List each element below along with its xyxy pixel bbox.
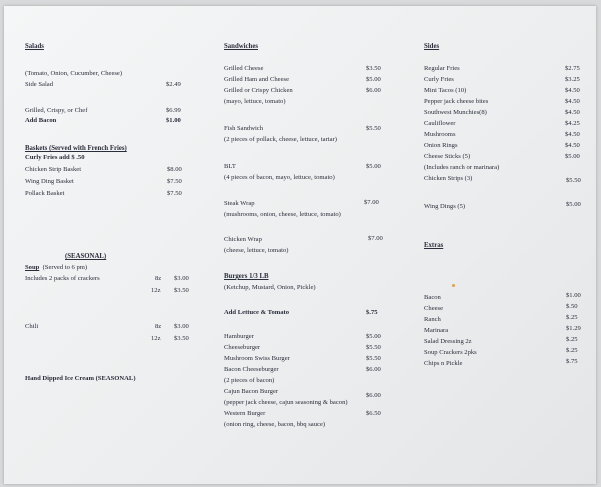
- extra-item: Salad Dressing 2z: [424, 338, 472, 345]
- sandwiches-heading: Sandwiches: [224, 43, 258, 50]
- cajun-note: (pepper jack cheese, cajun seasoning & bacon): [224, 399, 348, 406]
- western-note: (onion ring, cheese, bacon, bbq sauce): [224, 421, 326, 428]
- sandwich-item: Grilled or Crispy Chicken: [224, 87, 293, 94]
- side-item: Cauliflower: [424, 120, 456, 127]
- baskets-note: Curly Fries add $ .50: [25, 154, 85, 161]
- cajun-price: $6.00: [366, 392, 381, 399]
- western-burger: Western Burger: [224, 410, 266, 417]
- soup-label: Soup: [25, 264, 40, 271]
- side-price: $4.25: [565, 120, 580, 127]
- burger-item: Cheeseburger: [224, 344, 261, 351]
- soup-line: [25, 264, 87, 272]
- steak-wrap-price: $7.00: [364, 199, 379, 206]
- extra-item: Chips n Pickle: [424, 360, 463, 367]
- baskets-heading: Baskets (Served with French Fries): [25, 145, 127, 152]
- side-item: Pepper jack cheese bites: [424, 98, 489, 105]
- side-salad-price: $2.49: [166, 81, 181, 88]
- steak-wrap: Steak Wrap: [224, 200, 255, 207]
- burger-price: $5.50: [366, 355, 381, 362]
- side-price: $5.00: [565, 153, 580, 160]
- chili-price: $3.00: [174, 323, 189, 330]
- side-item: Mushrooms: [424, 131, 456, 138]
- side-item: Regular Fries: [424, 65, 460, 72]
- extra-price: $.25: [566, 347, 578, 354]
- fish-note: (2 pieces of pollack, cheese, lettuce, tartar): [224, 136, 337, 143]
- blt-price: $5.00: [366, 163, 381, 170]
- basket-item: Pollack Basket: [25, 190, 65, 197]
- extra-price: $.25: [566, 336, 578, 343]
- chili-size: 12z: [151, 335, 161, 342]
- burgers-heading: Burgers 1/3 LB: [224, 273, 269, 280]
- side-item: Southwest Munchies(8): [424, 109, 487, 116]
- add-bacon: Add Bacon: [25, 117, 57, 124]
- sandwich-item: Grilled Cheese: [224, 65, 264, 72]
- soup-price: $3.00: [174, 275, 189, 282]
- soup-note: Includes 2 packs of crackers: [25, 275, 100, 282]
- side-price: $4.50: [565, 109, 580, 116]
- sandwich-item: Grilled Ham and Cheese: [224, 76, 290, 83]
- soup-size: 12z: [151, 287, 161, 294]
- burger-price: $5.00: [366, 333, 381, 340]
- burgers-note: (Ketchup, Mustard, Onion, Pickle): [224, 284, 316, 291]
- wrap-note: (cheese, lettuce, tomato): [224, 247, 289, 254]
- side-price: $4.50: [565, 131, 580, 138]
- side-item: Curly Fries: [424, 76, 454, 83]
- wing-dings: Wing Dings (5): [424, 203, 466, 210]
- basket-item: Chicken Strip Basket: [25, 166, 82, 173]
- burger-price: $6.00: [366, 366, 381, 373]
- side-price: $4.50: [565, 98, 580, 105]
- sides-heading: Sides: [424, 43, 440, 50]
- basket-item: Wing Ding Basket: [25, 178, 74, 185]
- sandwich-price: $6.00: [366, 87, 381, 94]
- burger-item: Bacon Cheeseburger: [224, 366, 279, 373]
- chicken-strips-price: $5.50: [566, 177, 581, 184]
- extra-price: $.25: [566, 314, 578, 321]
- chicken-wrap: Chicken Wrap: [224, 236, 262, 243]
- extra-item: Cheese: [424, 305, 444, 312]
- chili: Chili: [25, 323, 39, 330]
- extra-item: Ranch: [424, 316, 441, 323]
- chef-salad: Grilled, Crispy, or Chef: [25, 107, 88, 114]
- fish-sandwich-price: $5.50: [366, 125, 381, 132]
- sandwich-price: $5.00: [366, 76, 381, 83]
- soup-price: $3.50: [174, 287, 189, 294]
- fish-sandwich: Fish Sandwich: [224, 125, 264, 132]
- ice-cream: Hand Dipped Ice Cream (SEASONAL): [25, 375, 136, 382]
- extra-item: Marinara: [424, 327, 449, 334]
- extra-price: $.75: [566, 358, 578, 365]
- salads-heading: Salads: [25, 43, 44, 50]
- sticks-note: (Includes ranch or marinara): [424, 164, 500, 171]
- side-price: $3.25: [565, 76, 580, 83]
- bacon-note: (2 pieces of bacon): [224, 377, 275, 384]
- burger-item: Mushroom Swiss Burger: [224, 355, 290, 362]
- blt: BLT: [224, 163, 236, 170]
- basket-price: $7.50: [167, 190, 182, 197]
- extra-price: $.50: [566, 303, 578, 310]
- extras-heading: Extras: [424, 242, 444, 249]
- chili-size: 8z: [155, 323, 162, 330]
- chef-salad-price: $6.99: [166, 107, 181, 114]
- add-bacon-price: $1.00: [166, 117, 181, 124]
- extra-item: Bacon: [424, 294, 441, 301]
- basket-price: $8.00: [167, 166, 182, 173]
- seasonal-heading: (SEASONAL): [65, 253, 107, 260]
- side-price: $2.75: [565, 65, 580, 72]
- soup-hours: (Served to 6 pm): [42, 264, 88, 271]
- sandwich-price: $3.50: [366, 65, 381, 72]
- extra-price: $1.29: [566, 325, 581, 332]
- extra-item: Soup Crackers 2pks: [424, 349, 477, 356]
- side-item: Cheese Sticks (5): [424, 153, 471, 160]
- blt-note: (4 pieces of bacon, mayo, lettuce, tomato): [224, 174, 335, 181]
- side-price: $4.50: [565, 87, 580, 94]
- chicken-strips: Chicken Strips (3): [424, 175, 473, 182]
- wing-dings-price: $5.00: [566, 201, 581, 208]
- steak-note: (mushrooms, onion, cheese, lettuce, tomato): [224, 211, 341, 218]
- addon-price: $.75: [366, 309, 378, 316]
- basket-price: $7.50: [167, 178, 182, 185]
- side-price: $4.50: [565, 142, 580, 149]
- western-price: $6.50: [366, 410, 381, 417]
- side-salad: Side Salad: [25, 81, 54, 88]
- side-item: Mini Tacos (10): [424, 87, 467, 94]
- side-item: Onion Rings: [424, 142, 458, 149]
- marker-dot: [452, 284, 455, 287]
- chili-price: $3.50: [174, 335, 189, 342]
- sandwich-note: (mayo, lettuce, tomato): [224, 98, 286, 105]
- salads-desc: (Tomato, Onion, Cucumber, Cheese): [25, 70, 123, 77]
- cajun-burger: Cajun Bacon Burger: [224, 388, 279, 395]
- chicken-wrap-price: $7.00: [368, 235, 383, 242]
- burger-price: $5.50: [366, 344, 381, 351]
- burger-item: Hamburger: [224, 333, 254, 340]
- addon-lettuce-tomato: Add Lettuce & Tomato: [224, 309, 290, 316]
- soup-size: 8z: [155, 275, 162, 282]
- extra-price: $1.00: [566, 292, 581, 299]
